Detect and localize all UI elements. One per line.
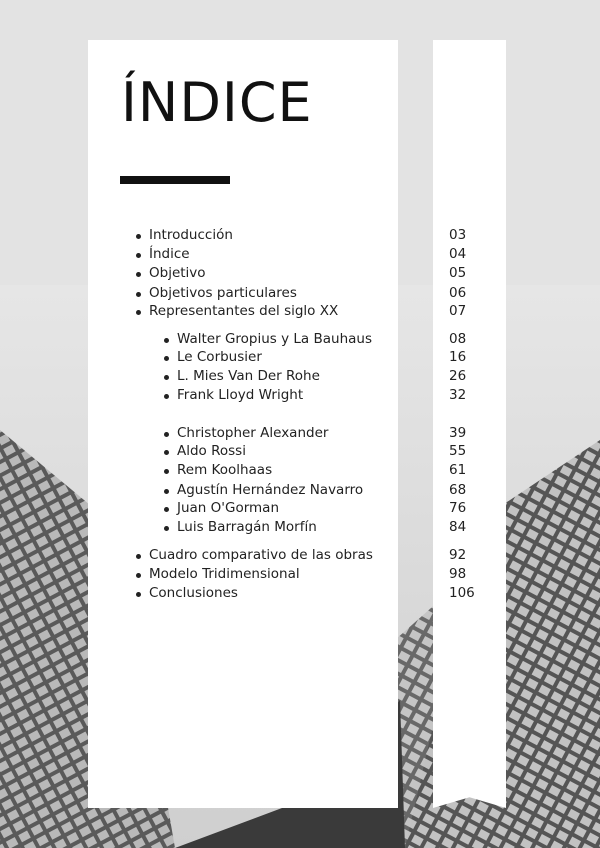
bullet-icon: [164, 432, 169, 437]
toc-item-page: 05: [449, 265, 467, 281]
toc-item: [0, 283, 600, 303]
toc-item: [0, 329, 600, 349]
toc-item-page: 32: [449, 387, 467, 403]
toc-item-label: Objetivo: [149, 265, 206, 281]
toc-item: [0, 366, 600, 386]
toc-item-page: 08: [449, 331, 467, 347]
toc-item-page: 06: [449, 285, 467, 301]
bullet-icon: [136, 554, 141, 559]
toc-item-page: 61: [449, 462, 467, 478]
page-title: ÍNDICE: [121, 71, 313, 134]
toc-item-label: Representantes del siglo XX: [149, 303, 339, 319]
toc-item-label: Aldo Rossi: [177, 443, 246, 459]
bullet-icon: [136, 272, 141, 277]
bullet-icon: [136, 592, 141, 597]
bullet-icon: [136, 234, 141, 239]
toc-item: [0, 263, 600, 283]
toc-item-label: Luis Barragán Morfín: [177, 519, 317, 535]
bullet-icon: [136, 292, 141, 297]
toc-item: [0, 545, 600, 565]
toc-item-page: 106: [449, 585, 475, 601]
toc-item: [0, 244, 600, 264]
bullet-icon: [164, 375, 169, 380]
bullet-icon: [164, 338, 169, 343]
bullet-icon: [136, 310, 141, 315]
toc-item-page: 98: [449, 566, 467, 582]
bullet-icon: [136, 573, 141, 578]
toc-item-label: L. Mies Van Der Rohe: [177, 368, 320, 384]
bullet-icon: [164, 469, 169, 474]
toc-item-label: Conclusiones: [149, 585, 238, 601]
toc-item: [0, 564, 600, 584]
bullet-icon: [164, 356, 169, 361]
toc-item-label: Rem Koolhaas: [177, 462, 273, 478]
bullet-icon: [164, 526, 169, 531]
toc-item-page: 04: [449, 246, 467, 262]
toc-item: [0, 225, 600, 245]
toc-item-label: Walter Gropius y La Bauhaus: [177, 331, 372, 347]
toc-item-label: Agustín Hernández Navarro: [177, 482, 364, 498]
toc-item-page: 92: [449, 547, 467, 563]
bullet-icon: [164, 394, 169, 399]
toc-item-page: 16: [449, 349, 467, 365]
toc-item-label: Índice: [149, 246, 190, 262]
toc-item-page: 07: [449, 303, 467, 319]
toc-item-label: Christopher Alexander: [177, 425, 329, 441]
toc-item-page: 76: [449, 500, 467, 516]
toc-item: [0, 480, 600, 500]
toc-item-page: 26: [449, 368, 467, 384]
toc-item: [0, 517, 600, 537]
toc-item: [0, 301, 600, 321]
toc-item-page: 55: [449, 443, 467, 459]
bullet-icon: [164, 507, 169, 512]
toc-item-label: Cuadro comparativo de las obras: [149, 547, 373, 563]
toc-item-label: Objetivos particulares: [149, 285, 297, 301]
toc-item-label: Le Corbusier: [177, 349, 262, 365]
toc-item-page: 03: [449, 227, 467, 243]
toc-item-page: 68: [449, 482, 467, 498]
bullet-icon: [164, 450, 169, 455]
toc-item: [0, 347, 600, 367]
toc-item: [0, 583, 600, 603]
toc-item-label: Frank Lloyd Wright: [177, 387, 304, 403]
toc-item-label: Juan O'Gorman: [177, 500, 280, 516]
toc-item-label: Introducción: [149, 227, 233, 243]
toc-item-page: 84: [449, 519, 467, 535]
toc-item-label: Modelo Tridimensional: [149, 566, 300, 582]
toc-item: [0, 498, 600, 518]
toc-item: [0, 423, 600, 443]
toc-item-page: 39: [449, 425, 467, 441]
bullet-icon: [136, 253, 141, 258]
toc-item: [0, 460, 600, 480]
bullet-icon: [164, 489, 169, 494]
toc-item: [0, 441, 600, 461]
toc-item: [0, 385, 600, 405]
title-underline: [120, 176, 230, 184]
